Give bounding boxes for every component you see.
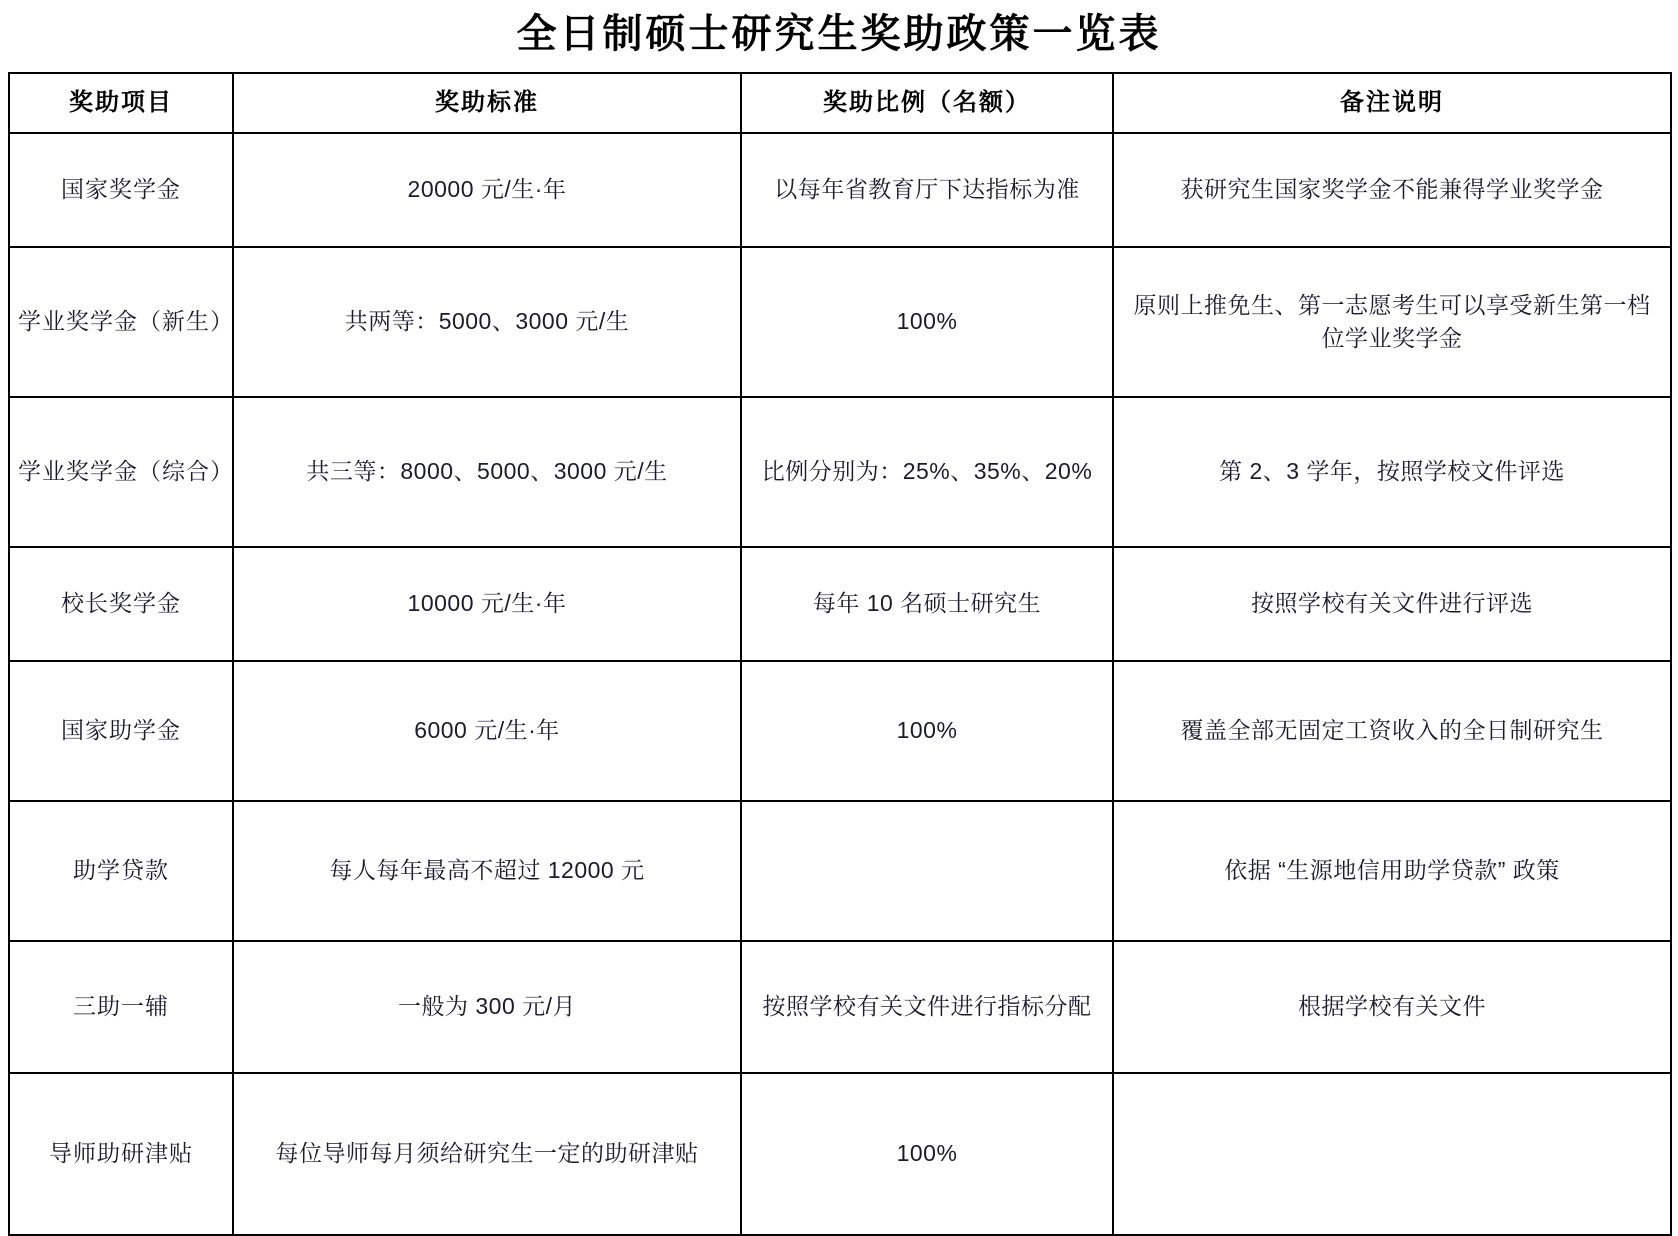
cell-ratio <box>741 801 1113 941</box>
cell-ratio: 以每年省教育厅下达指标为准 <box>741 133 1113 247</box>
cell-standard: 一般为 300 元/月 <box>233 941 741 1073</box>
cell-ratio: 100% <box>741 247 1113 397</box>
cell-item: 国家助学金 <box>9 661 233 801</box>
cell-note: 原则上推免生、第一志愿考生可以享受新生第一档位学业奖学金 <box>1113 247 1671 397</box>
cell-ratio: 每年 10 名硕士研究生 <box>741 547 1113 661</box>
table-row <box>9 547 1671 661</box>
cell-item: 助学贷款 <box>9 801 233 941</box>
cell-item: 学业奖学金（综合） <box>9 397 233 547</box>
table-row <box>9 1073 1671 1235</box>
cell-ratio: 比例分别为：25%、35%、20% <box>741 397 1113 547</box>
cell-note: 获研究生国家奖学金不能兼得学业奖学金 <box>1113 133 1671 247</box>
column-header-item: 奖助项目 <box>9 73 233 133</box>
cell-standard: 每人每年最高不超过 12000 元 <box>233 801 741 941</box>
cell-standard: 6000 元/生·年 <box>233 661 741 801</box>
cell-note: 按照学校有关文件进行评选 <box>1113 547 1671 661</box>
cell-item: 学业奖学金（新生） <box>9 247 233 397</box>
table-row <box>9 397 1671 547</box>
cell-standard: 每位导师每月须给研究生一定的助研津贴 <box>233 1073 741 1235</box>
table-row <box>9 247 1671 397</box>
table-row <box>9 133 1671 247</box>
cell-note <box>1113 1073 1671 1235</box>
cell-note: 依据 “生源地信用助学贷款” 政策 <box>1113 801 1671 941</box>
table-row <box>9 661 1671 801</box>
cell-standard: 共两等：5000、3000 元/生 <box>233 247 741 397</box>
table-header-row <box>9 73 1671 133</box>
document-page <box>0 8 1678 1200</box>
cell-standard: 10000 元/生·年 <box>233 547 741 661</box>
cell-note: 根据学校有关文件 <box>1113 941 1671 1073</box>
page-title: 全日制硕士研究生奖助政策一览表 <box>516 11 1162 56</box>
cell-ratio: 100% <box>741 1073 1113 1235</box>
cell-item: 三助一辅 <box>9 941 233 1073</box>
cell-item: 国家奖学金 <box>9 133 233 247</box>
cell-ratio: 按照学校有关文件进行指标分配 <box>741 941 1113 1073</box>
cell-standard: 20000 元/生·年 <box>233 133 741 247</box>
cell-ratio: 100% <box>741 661 1113 801</box>
column-header-note: 备注说明 <box>1113 73 1671 133</box>
table-row <box>9 941 1671 1073</box>
column-header-ratio: 奖助比例（名额） <box>741 73 1113 133</box>
cell-item: 导师助研津贴 <box>9 1073 233 1235</box>
cell-standard: 共三等：8000、5000、3000 元/生 <box>233 397 741 547</box>
cell-note: 覆盖全部无固定工资收入的全日制研究生 <box>1113 661 1671 801</box>
cell-item: 校长奖学金 <box>9 547 233 661</box>
cell-note: 第 2、3 学年，按照学校文件评选 <box>1113 397 1671 547</box>
scholarship-policy-table <box>8 72 1672 1236</box>
column-header-standard: 奖助标准 <box>233 73 741 133</box>
table-row <box>9 801 1671 941</box>
